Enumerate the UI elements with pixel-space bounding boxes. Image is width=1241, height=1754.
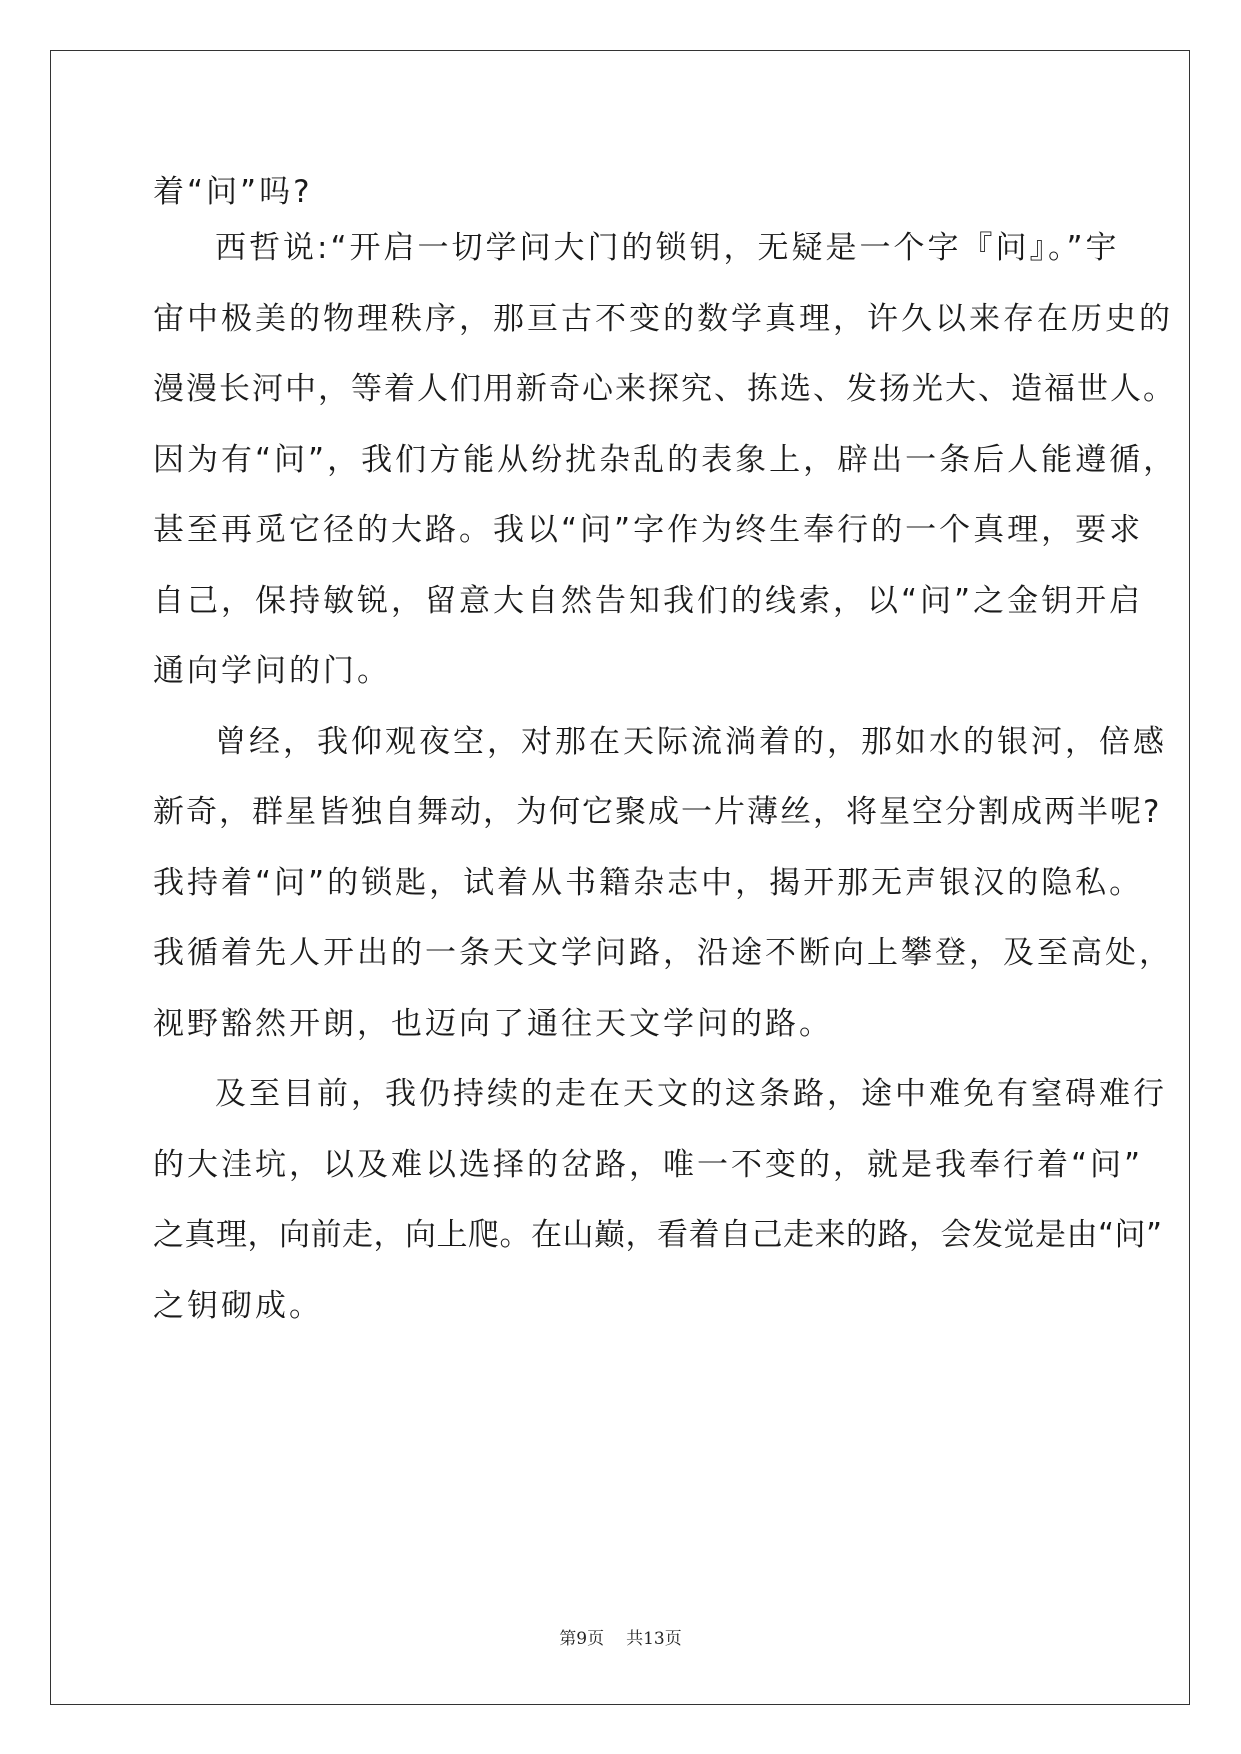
paragraph-start: 及至目前，我仍持续的走在天文的这条路，途中难免有窒碍难行: [215, 1076, 1167, 1112]
text-line: 自己，保持敏锐，留意大自然告知我们的线索，以“问”之金钥开启: [153, 583, 1144, 619]
text-line: 的大洼坑，以及难以选择的岔路，唯一不变的，就是我奉行着“问”: [153, 1147, 1144, 1183]
paragraph-start: 西哲说:“开启一切学问大门的锁钥，无疑是一个字『问』。”宇: [215, 230, 1120, 266]
text-line: 甚至再觅它径的大路。我以“问”字作为终生奉行的一个真理，要求: [153, 512, 1144, 548]
text-line: 漫漫长河中，等着人们用新奇心来探究、拣选、发扬光大、造福世人。: [153, 371, 1176, 407]
text-line: 之钥砌成。: [153, 1288, 323, 1324]
text-line: 通向学问的门。: [153, 653, 391, 689]
text-line: 之真理，向前走，向上爬。在山巅，看着自己走来的路，会发觉是由“问”: [153, 1217, 1163, 1253]
paragraph-start: 曾经，我仰观夜空，对那在天际流淌着的，那如水的银河，倍感: [215, 724, 1167, 760]
text-line: 因为有“问”，我们方能从纷扰杂乱的表象上，辟出一条后人能遵循，: [153, 442, 1178, 478]
page-number-total: 共13页: [626, 1629, 682, 1649]
page-number-current: 第9页: [559, 1629, 605, 1649]
text-line: 宙中极美的物理秩序，那亘古不变的数学真理，许久以来存在历史的: [153, 301, 1173, 337]
page-footer: [0, 1627, 1241, 1651]
text-line: 着“问”吗?: [153, 174, 313, 210]
text-line: 视野豁然开朗，也迈向了通往天文学问的路。: [153, 1006, 833, 1042]
text-line: 新奇，群星皆独自舞动，为何它聚成一片薄丝，将星空分割成两半呢?: [153, 794, 1162, 830]
text-line: 我循着先人开出的一条天文学问路，沿途不断向上攀登，及至高处，: [153, 935, 1173, 971]
text-line: 我持着“问”的锁匙，试着从书籍杂志中，揭开那无声银汉的隐私。: [153, 865, 1144, 901]
